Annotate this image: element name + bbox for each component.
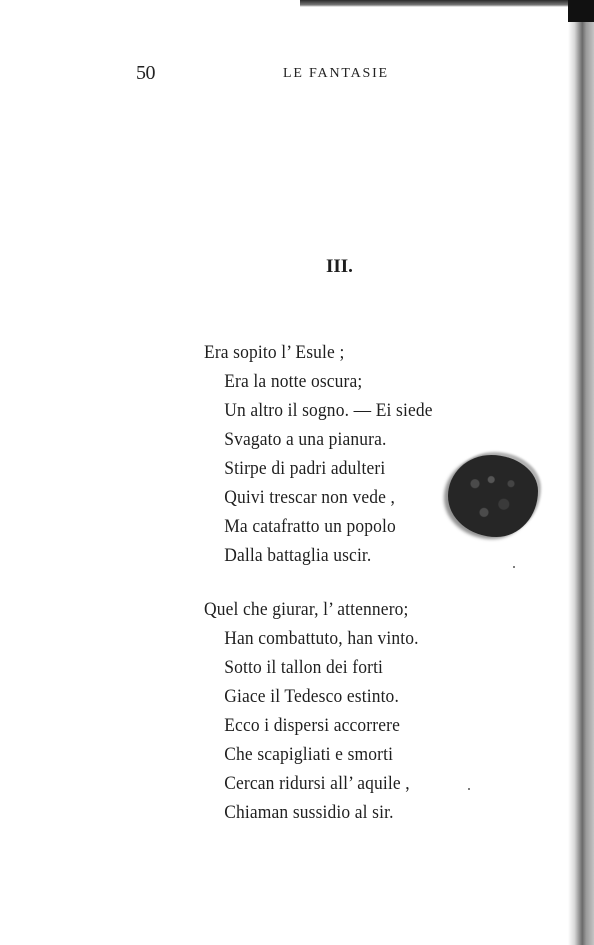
page-number: 50 (136, 62, 155, 84)
verse-line: Stirpe di padri adulteri (224, 458, 386, 479)
verse-line: Svagato a una pianura. (224, 429, 387, 450)
verse-line: Cercan ridursi all’ aquile , (224, 773, 410, 794)
verse-line: Han combattuto, han vinto. (224, 628, 419, 649)
page-corner-shadow (568, 0, 594, 22)
verse-line: Dalla battaglia uscir. (224, 545, 372, 566)
verse-line: Ma catafratto un popolo (224, 516, 396, 537)
running-title: LE FANTASIE (283, 66, 389, 81)
paper-speck (468, 788, 470, 790)
ink-stain (448, 455, 538, 537)
page-gutter-shadow (568, 0, 594, 945)
verse-line: Sotto il tallon dei forti (224, 657, 384, 678)
paper-speck (513, 566, 515, 568)
verse-line: Giace il Tedesco estinto. (224, 686, 399, 707)
verse-line: Che scapigliati e smorti (224, 744, 394, 765)
verse-line: Un altro il sogno. — Ei siede (224, 400, 433, 421)
verse-line: Quel che giurar, l’ attennero; (204, 599, 409, 620)
verse-line: Chiaman sussidio al sir. (224, 802, 394, 823)
verse-line: Era la notte oscura; (224, 371, 363, 392)
stanza-1 (204, 338, 453, 570)
stanza-2 (204, 595, 437, 827)
verse-line: Ecco i dispersi accorrere (224, 715, 400, 736)
section-number: III. (326, 256, 353, 277)
verse-line: Era sopito l’ Esule ; (204, 342, 345, 363)
page-top-shadow (300, 0, 594, 7)
verse-line: Quivi trescar non vede , (224, 487, 396, 508)
